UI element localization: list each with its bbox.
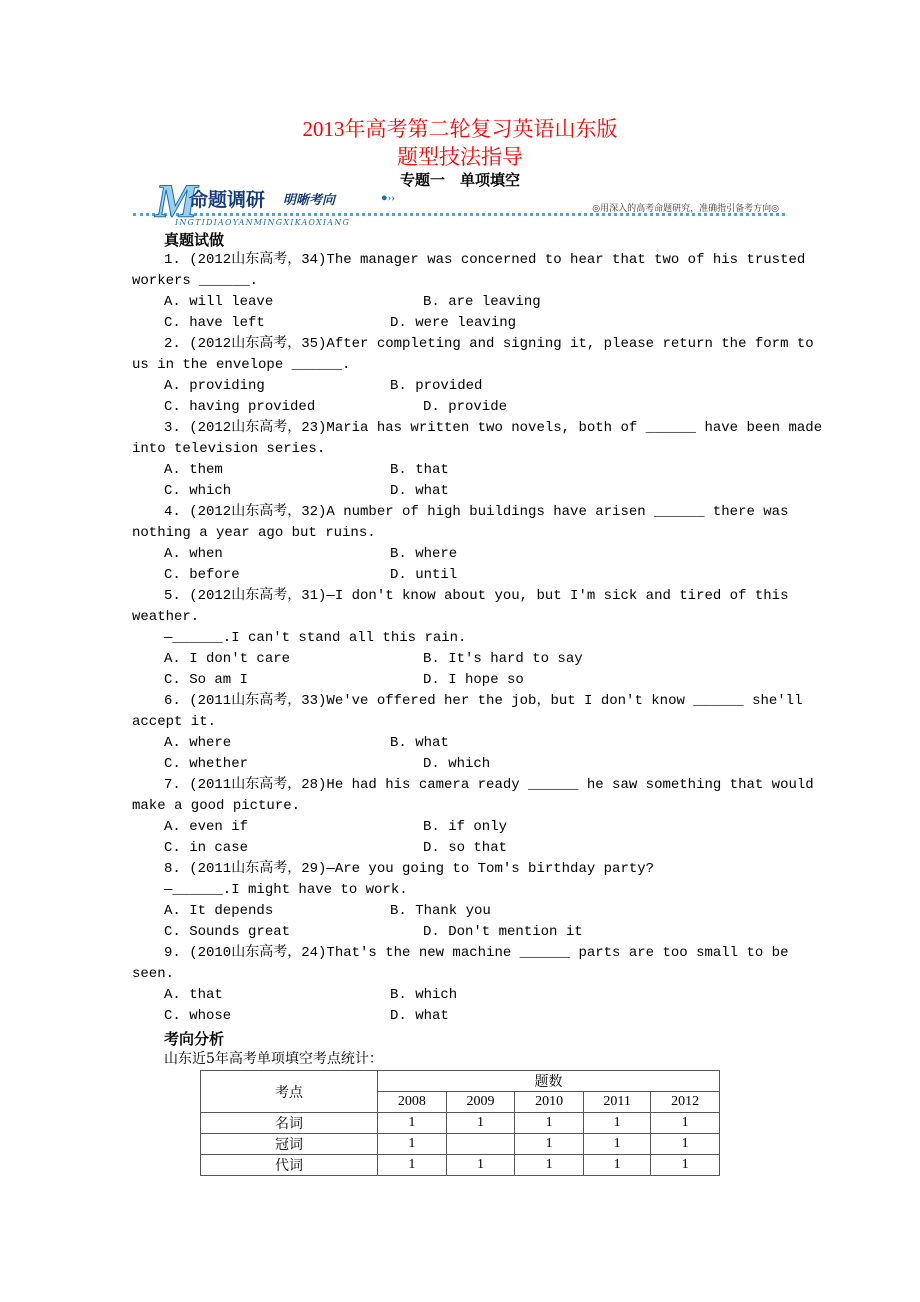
year-header: 2011 — [583, 1092, 650, 1113]
banner-slogan: ◎用深入的高考命题研究，准确指引备考方向◎ — [592, 204, 779, 214]
document-subtitle: 题型技法指导 — [397, 145, 523, 169]
table-cell: 1 — [651, 1134, 720, 1155]
answer-option: A. It depends — [164, 903, 274, 919]
answer-option: A. them — [164, 462, 223, 478]
table-cell: 1 — [583, 1155, 650, 1176]
answer-option: D. I hope so — [423, 672, 524, 688]
answer-option: A. where — [164, 735, 232, 751]
banner-arrow-icon: ●›› — [381, 192, 395, 204]
row-label: 名词 — [201, 1113, 378, 1134]
table-cell: 1 — [583, 1113, 650, 1134]
table-cell: 1 — [515, 1155, 584, 1176]
answer-option: A. even if — [164, 819, 249, 835]
year-header: 2008 — [378, 1092, 447, 1113]
answer-option: D. were leaving — [390, 315, 517, 331]
question-stem: nothing a year ago but ruins. — [132, 525, 376, 541]
answer-option: D. what — [390, 1008, 449, 1024]
table-cell: 1 — [378, 1155, 447, 1176]
banner-pinyin: INGTIDIAOYANMINGXIKAOXIANG — [175, 218, 351, 227]
answer-option: C. before — [164, 567, 240, 583]
question-stem: 3. (2012山东高考，23)Maria has written two novels, both of ______ have been made — [164, 420, 823, 436]
answer-option: D. so that — [423, 840, 508, 856]
table-cell: 1 — [378, 1113, 447, 1134]
question-stem: —______.I might have to work. — [164, 882, 408, 898]
table-cell: 1 — [583, 1134, 650, 1155]
answer-option: B. if only — [423, 819, 508, 835]
table-cell: 1 — [651, 1155, 720, 1176]
table-cell: 1 — [515, 1134, 584, 1155]
question-stem: 6. (2011山东高考，33)We've offered her the job，but I don't know ______ she'll — [164, 693, 803, 709]
answer-option: C. in case — [164, 840, 249, 856]
document-title: 2013年高考第二轮复习英语山东版 — [302, 117, 618, 141]
answer-option: C. having provided — [164, 399, 316, 415]
answer-option: C. So am I — [164, 672, 249, 688]
question-stem: seen. — [132, 966, 175, 982]
answer-option: C. which — [164, 483, 232, 499]
question-stem: —______.I can't stand all this rain. — [164, 630, 467, 646]
question-stem: 9. (2010山东高考，24)That's the new machine ______ parts are too small to be — [164, 945, 789, 961]
answer-option: C. Sounds great — [164, 924, 291, 940]
banner-letter-logo: M — [155, 175, 198, 228]
answer-option: B. where — [390, 546, 458, 562]
question-stem: 8. (2011山东高考，29)—Are you going to Tom's birthday party? — [164, 861, 655, 877]
question-stem: 7. (2011山东高考，28)He had his camera ready ______ he saw something that would — [164, 777, 814, 793]
answer-option: B. what — [390, 735, 449, 751]
table-cell: 1 — [446, 1113, 515, 1134]
answer-option: A. I don't care — [164, 651, 291, 667]
section-banner — [133, 175, 785, 230]
stats-caption: 山东近5年高考单项填空考点统计： — [164, 1051, 383, 1067]
answer-option: D. which — [423, 756, 491, 772]
answer-option: D. Don't mention it — [423, 924, 583, 940]
question-stem: 1. (2012山东高考，34)The manager was concerned to hear that two of his trusted — [164, 252, 806, 268]
answer-option: B. Thank you — [390, 903, 491, 919]
table-row — [201, 1113, 720, 1134]
answer-option: C. have left — [164, 315, 265, 331]
answer-option: A. will leave — [164, 294, 274, 310]
year-header: 2010 — [515, 1092, 584, 1113]
answer-option: A. that — [164, 987, 223, 1003]
table-row — [201, 1155, 720, 1176]
question-stem: 4. (2012山东高考，32)A number of high buildings have arisen ______ there was — [164, 504, 789, 520]
question-stem: us in the envelope ______. — [132, 357, 351, 373]
question-stem: accept it. — [132, 714, 217, 730]
answer-option: C. whose — [164, 1008, 232, 1024]
table-cell: 1 — [446, 1155, 515, 1176]
table-cell: 1 — [651, 1113, 720, 1134]
answer-option: B. provided — [390, 378, 483, 394]
answer-option: A. providing — [164, 378, 265, 394]
question-stem: weather. — [132, 609, 200, 625]
answer-option: D. what — [390, 483, 449, 499]
topic-heading: 专题一 单项填空 — [399, 173, 520, 189]
question-stem: workers ______. — [132, 273, 259, 289]
table-row — [201, 1134, 720, 1155]
question-stem: into television series. — [132, 441, 326, 457]
answer-option: D. provide — [423, 399, 508, 415]
stats-table — [200, 1070, 720, 1176]
answer-option: D. until — [390, 567, 458, 583]
answer-option: B. It's hard to say — [423, 651, 583, 667]
answer-option: B. that — [390, 462, 449, 478]
row-label: 冠词 — [201, 1134, 378, 1155]
banner-subtitle: 明晰考向 — [283, 193, 336, 208]
answer-option: A. when — [164, 546, 223, 562]
table-cell: 1 — [515, 1113, 584, 1134]
year-header: 2012 — [651, 1092, 720, 1113]
section-heading-practice: 真题试做 — [164, 231, 225, 249]
answer-option: B. are leaving — [423, 294, 541, 310]
table-cell: 1 — [378, 1134, 447, 1155]
question-stem: make a good picture. — [132, 798, 301, 814]
year-header: 2009 — [446, 1092, 515, 1113]
banner-main-title: 命题调研 — [189, 189, 266, 211]
answer-option: C. whether — [164, 756, 249, 772]
answer-option: B. which — [390, 987, 458, 1003]
header-count: 题数 — [378, 1071, 720, 1092]
section-heading-analysis: 考向分析 — [164, 1030, 225, 1048]
question-stem: 2. (2012山东高考，35)After completing and signing it, please return the form to — [164, 336, 814, 352]
table-cell — [446, 1134, 515, 1155]
header-topic: 考点 — [201, 1071, 378, 1113]
row-label: 代词 — [201, 1155, 378, 1176]
question-stem: 5. (2012山东高考，31)—I don't know about you, but I'm sick and tired of this — [164, 588, 789, 604]
